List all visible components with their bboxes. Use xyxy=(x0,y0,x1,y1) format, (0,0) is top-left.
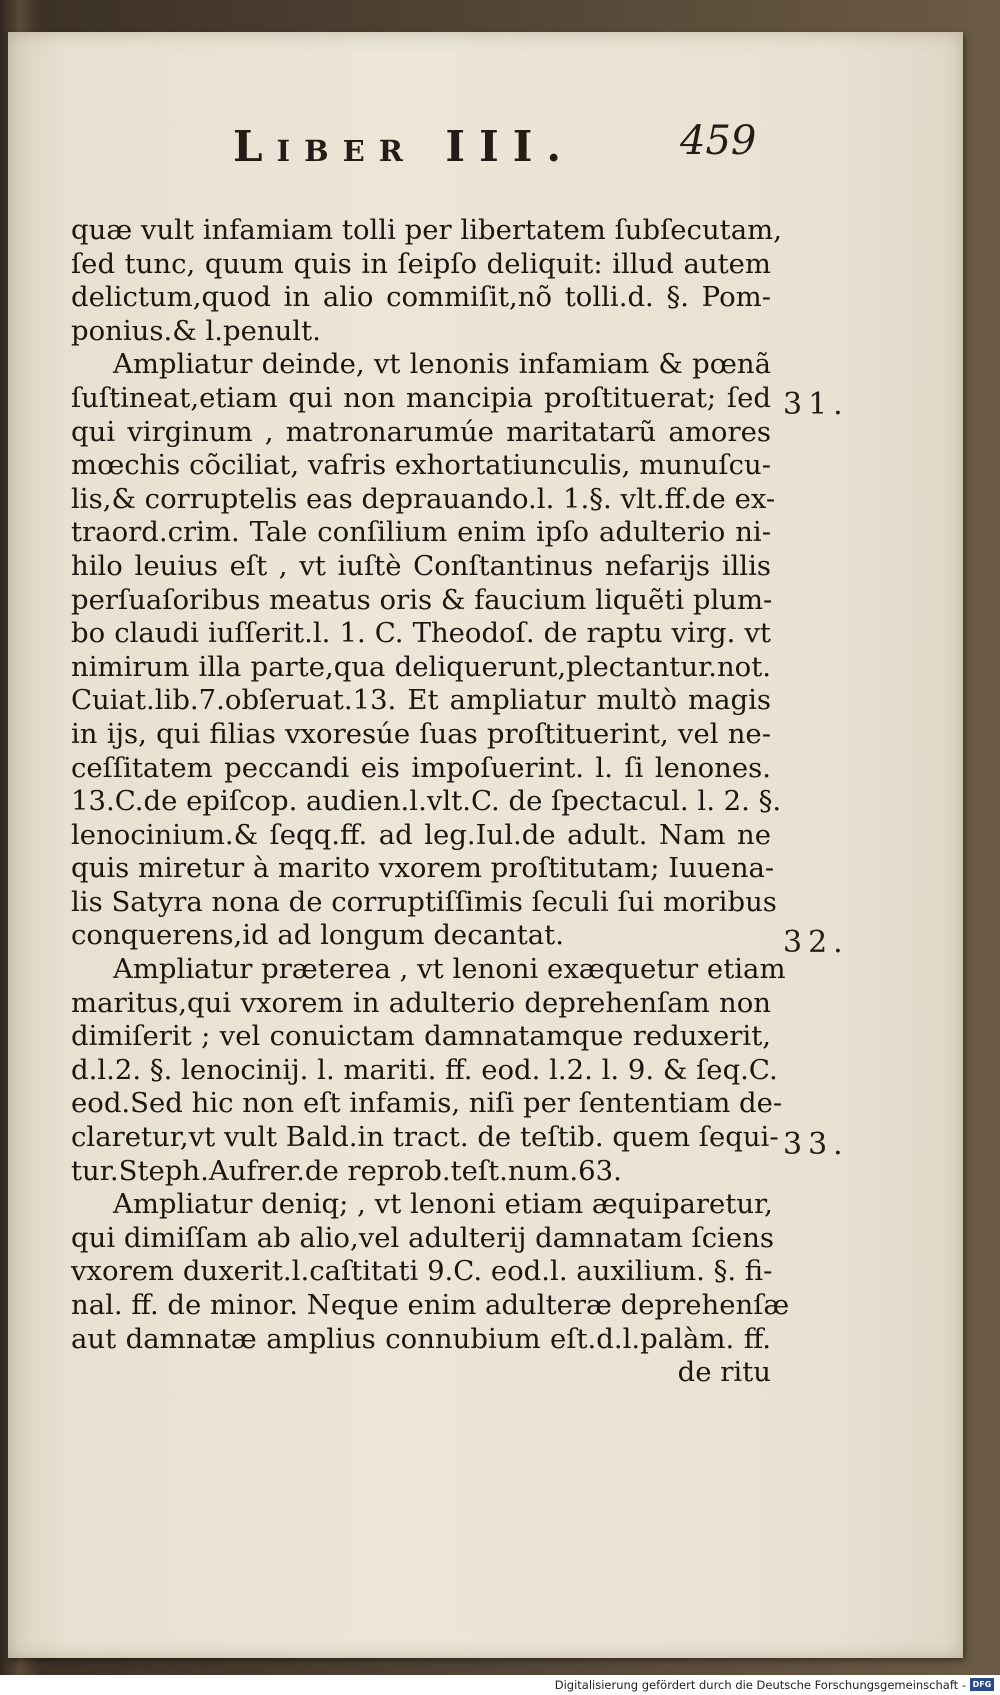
text-line: lis,& corruptelis eas deprauando.l. 1.§. vlt.ff.de ex- xyxy=(71,482,776,515)
text-line: mœchis cõciliat, vafris exhortatiunculis, munuſcu- xyxy=(71,449,771,482)
text-line: hilo leuius eſt , vt iuſtè Conſtantinus nefarijs illis xyxy=(71,549,771,582)
body-text xyxy=(71,214,790,1390)
text-line: ponius.& l.penult. xyxy=(71,314,321,347)
text-line: traord.crim. Tale conſilium enim ipſo adulterio ni- xyxy=(71,516,771,549)
text-line: qui dimiſſam ab alio,vel adulterij damnatam ſciens xyxy=(71,1221,775,1254)
text-line: Ampliatur deinde, vt lenonis infamiam & pœnã xyxy=(113,348,771,381)
text-line: dimiſerit ; vel conuictam damnatamque reduxerit, xyxy=(71,1020,771,1053)
text-line: Ampliatur deniq; , vt lenoni etiam æquiparetur, xyxy=(113,1188,773,1221)
digitization-credit: Digitalisierung gefördert durch die Deutsche Forschungsgemeinschaft - xyxy=(554,1678,966,1692)
text-line: ceſſitatem peccandi eis impoſuerint. l. ſi lenones. xyxy=(71,751,771,784)
text-line: tur.Steph.Aufrer.de reprob.teſt.num.63. xyxy=(71,1154,622,1187)
text-line: lis Satyra nona de corruptiſſimis ſeculi ſui moribus xyxy=(71,885,777,918)
text-line: bo claudi iuſſerit.l. 1. C. Theodoſ. de raptu virg. vt xyxy=(71,617,771,650)
text-line: Cuiat.lib.7.obſeruat.13. Et ampliatur multò magis xyxy=(71,684,771,717)
text-line: d.l.2. §. lenocinij. l. mariti. ff. eod. l.2. l. 9. & ſeq.C. xyxy=(71,1053,778,1086)
catchword: de ritu xyxy=(677,1356,771,1389)
running-head-title: Liber III. xyxy=(233,122,575,171)
running-head xyxy=(8,118,963,182)
text-line: lenocinium.& ſeqq.ff. ad leg.Iul.de adult. Nam ne xyxy=(71,818,771,851)
text-line: delictum,quod in alio commiſit,nõ tolli.d. §. Pom- xyxy=(71,281,771,314)
text-line: Ampliatur præterea , vt lenoni exæquetur etiam xyxy=(113,953,786,986)
text-line: in ijs, qui filias vxoresúe ſuas proſtituerint, vel ne- xyxy=(71,717,771,750)
text-line: aut damnatæ amplius connubium eſt.d.l.palàm. ff. xyxy=(71,1322,771,1355)
text-line: claretur,vt vult Bald.in tract. de teſtib. quem ſequi- xyxy=(71,1121,779,1154)
marginal-number: 33. xyxy=(783,1127,849,1162)
text-line: ſed tunc, quum quis in ſeipſo deliquit: illud autem xyxy=(71,247,771,280)
text-line: eod.Sed hic non eſt infamis, niſi per ſententiam de- xyxy=(71,1087,783,1120)
text-line: maritus,qui vxorem in adulterio deprehenſam non xyxy=(71,986,771,1019)
text-line: quis miretur à marito vxorem proſtitutam; Iuuena- xyxy=(71,852,775,885)
text-line: nal. ff. de minor. Neque enim adulteræ deprehenſæ xyxy=(71,1289,790,1321)
text-line: nimirum illa parte,qua deliquerunt,plectantur.not. xyxy=(71,650,771,683)
text-line: qui virginum , matronarumúe maritatarũ amores xyxy=(71,415,771,448)
text-line: perſuaſoribus meatus oris & faucium liquẽti plum- xyxy=(71,583,773,616)
footer-bar xyxy=(0,1675,1000,1695)
dfg-logo: DFG xyxy=(970,1678,994,1691)
marginal-number: 31. xyxy=(783,387,849,422)
text-line: conquerens,id ad longum decantat. xyxy=(71,919,564,952)
text-line: ſuſtineat,etiam qui non mancipia proſtituerat; ſed xyxy=(71,381,771,414)
text-line: vxorem duxerit.l.caſtitati 9.C. eod.l. auxilium. §. fi- xyxy=(71,1255,773,1288)
book-page xyxy=(8,32,963,1658)
marginal-number: 32. xyxy=(783,925,849,960)
text-line: quæ vult infamiam tolli per libertatem ſubſecutam, xyxy=(71,214,782,246)
text-line: 13.C.de epiſcop. audien.l.vlt.C. de ſpectacul. l. 2. §. xyxy=(71,785,782,818)
page-number: 459 xyxy=(680,118,757,164)
